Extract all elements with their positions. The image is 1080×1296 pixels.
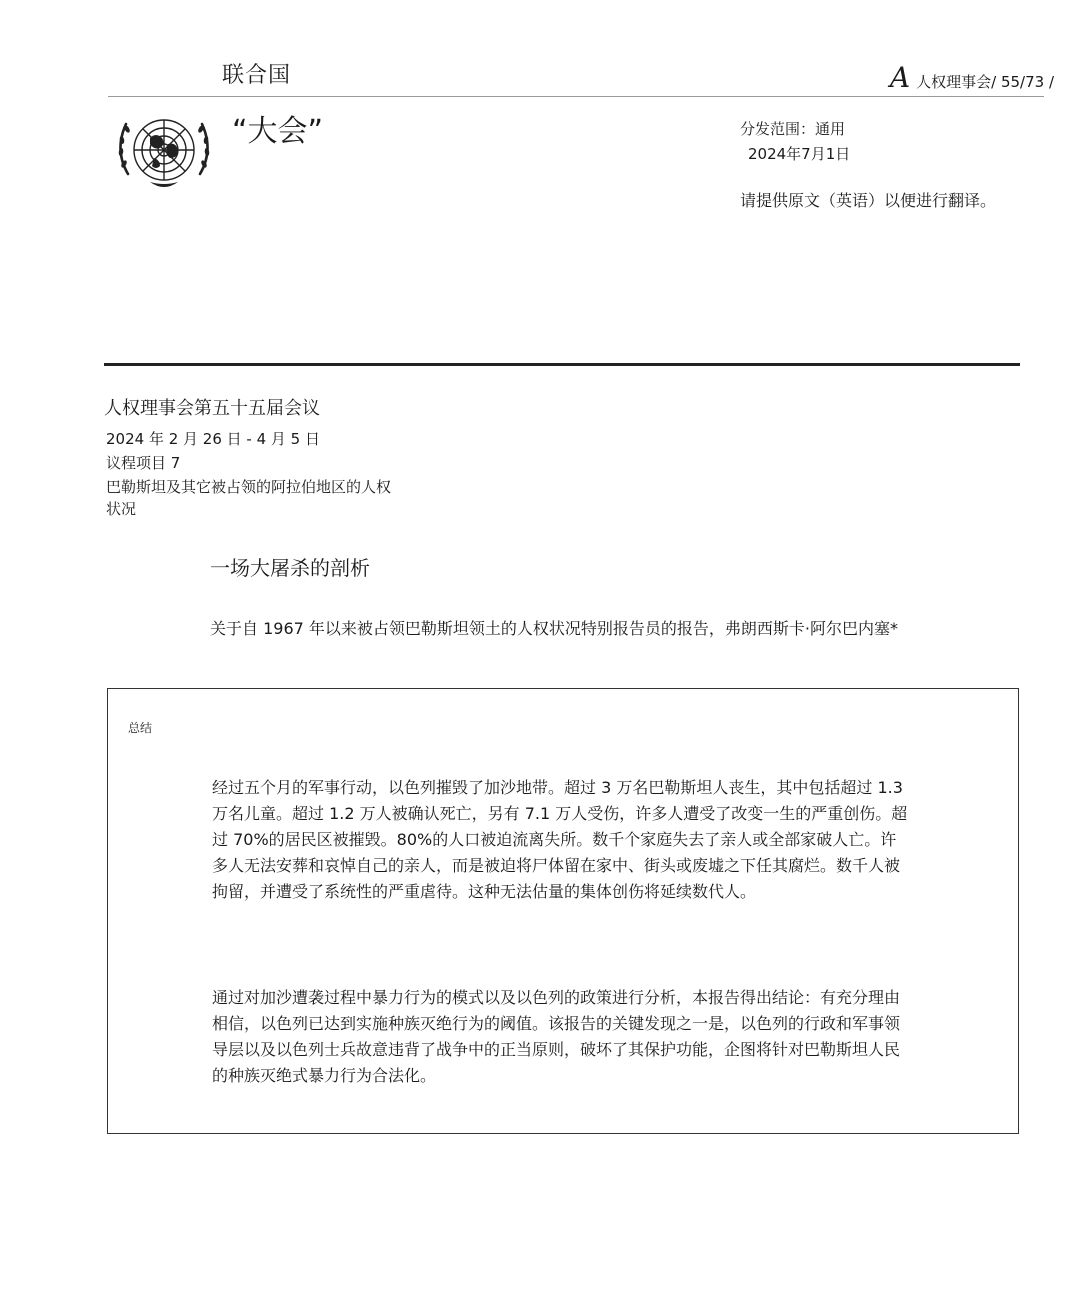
summary-heading: 总结 xyxy=(128,721,153,735)
section-divider xyxy=(104,363,1020,366)
header-divider xyxy=(108,96,1044,97)
symbol-text: 人权理事会/ 55/73 / xyxy=(916,73,1054,91)
document-title: 一场大屠杀的剖析 xyxy=(210,556,370,580)
agenda-item: 议程项目 7 xyxy=(106,454,181,472)
summary-box xyxy=(107,688,1019,1134)
symbol-letter: A xyxy=(889,61,911,94)
document-symbol xyxy=(889,61,1054,94)
un-emblem-icon xyxy=(110,104,218,200)
summary-paragraph-2: 通过对加沙遭袭过程中暴力行为的模式以及以色列的政策进行分析，本报告得出结论：有充分理由相信，以色列已达到实施种族灭绝行为的阈值。该报告的关键发现之一是，以色列的行政和军事领导层以及以色列士兵故意违背了战争中的正当原则，破坏了其保护功能，企图将针对巴勒斯坦人民的种族灭绝式暴力行为合法化。 xyxy=(212,988,901,1085)
agenda-item-title-line2: 状况 xyxy=(106,500,137,518)
distribution-label: 分发范围：通用 xyxy=(740,120,846,138)
document-subtitle: 关于自 1967 年以来被占领巴勒斯坦领土的人权状况特别报告员的报告，弗朗西斯卡·阿尔巴内塞* xyxy=(210,619,898,638)
translation-note: 请提供原文（英语）以便进行翻译。 xyxy=(740,191,997,210)
summary-paragraph-1: 经过五个月的军事行动，以色列摧毁了加沙地带。超过 3 万名巴勒斯坦人丧生，其中包括超过 1.3 万名儿童。超过 1.2 万人被确认死亡，另有 7.1 万人受伤，许多人遭受了改变一生的严重创伤。超过 70%的居民区被摧毁。80%的人口被迫流离失所。数千个家庭失去了亲人或全部家破人亡。许多人无法安葬和哀悼自己的亲人，而是被迫将尸体留在家中、街头或废墟之下任其腐烂。数千人被拘留，并遭受了系统性的严重虐待。这种无法估量的集体创伤将延续数代人。 xyxy=(212,778,908,901)
session-title: 人权理事会第五十五届会议 xyxy=(104,398,320,419)
agenda-item-title-line1: 巴勒斯坦及其它被占领的阿拉伯地区的人权 xyxy=(106,478,392,496)
session-dates: 2024 年 2 月 26 日 - 4 月 5 日 xyxy=(106,430,320,448)
issue-date: 2024年7月1日 xyxy=(748,145,851,163)
organization-name: 联合国 xyxy=(222,63,292,88)
assembly-title: “大会” xyxy=(232,114,324,149)
